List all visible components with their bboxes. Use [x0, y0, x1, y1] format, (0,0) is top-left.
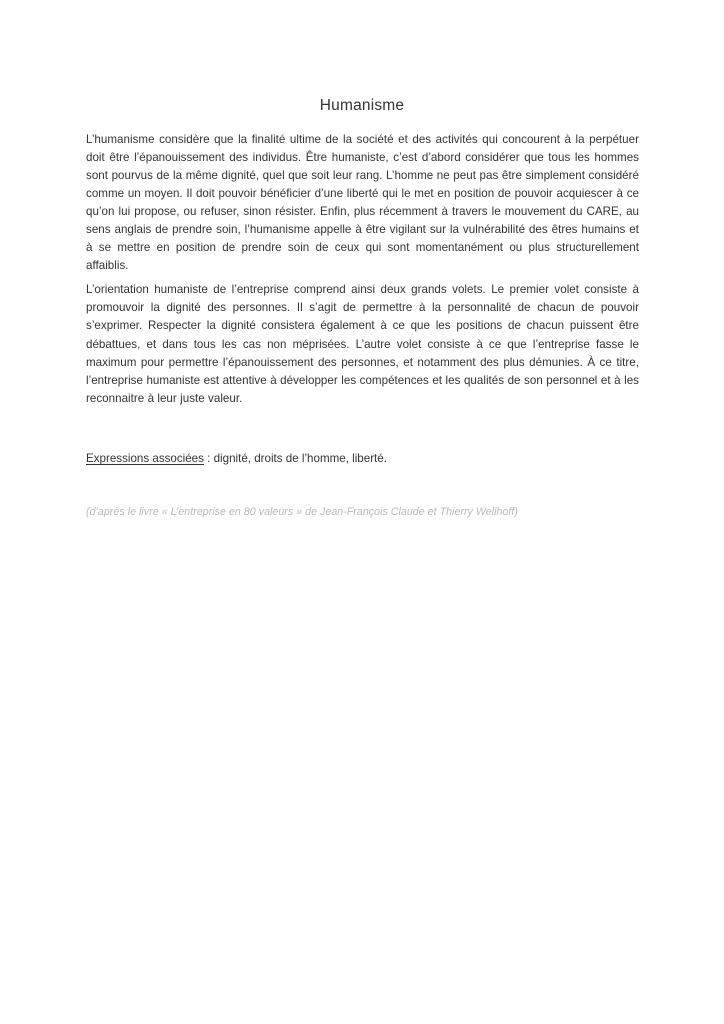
source-attribution: (d’après le livre « L’entreprise en 80 valeurs » de Jean-François Claude et Thierry Wellhoff) — [86, 506, 518, 518]
paragraph-2: L’orientation humaniste de l’entreprise comprend ainsi deux grands volets. Le premier volet consiste à promouvoir la dignité des personnes. Il s’agit de permettre à la personnalité de chacun de pouvoir s’exprimer. Respecter la dignité consistera également à ce que les positions de chacun puissent être débattues, et dans tous les cas non méprisées. L’autre volet consiste à ce que l’entreprise fasse le maximum pour permettre l’épanouissement des personnes, et notamment des plus démunies. À ce titre, l’entreprise humaniste est attentive à développer les compétences et les qualités de son personnel et à les reconnaitre à leur juste valeur. — [86, 283, 639, 405]
associated-expressions-value: : dignité, droits de l’homme, liberté. — [203, 452, 387, 465]
associated-expressions-label: Expressions associées — [86, 452, 204, 465]
paragraph-1: L’humanisme considère que la finalité ultime de la société et des activités qui concourent à la perpétuer doit être l’épanouissement des individus. Être humaniste, c’est d’abord considérer que tous les hommes sont pourvus de la même dignité, quel que soit leur rang. L’homme ne peut pas être simplement considéré comme un moyen. Il doit pouvoir bénéficier d’une liberté qui le met en position de pouvoir acquiescer à ce qu’on lui propose, ou refuser, sinon résister. Enfin, plus récemment à travers le mouvement du CARE, au sens anglais de prendre soin, l’humanisme appelle à être vigilant sur la vulnérabilité des êtres humains et à se mettre en position de prendre soin de ceux qui sont momentanément ou plus structurellement affaiblis. — [86, 133, 639, 273]
page-title: Humanisme — [319, 97, 405, 115]
page-blank-area — [0, 540, 724, 1024]
associated-expressions — [86, 450, 639, 468]
body-text-block — [86, 131, 639, 408]
